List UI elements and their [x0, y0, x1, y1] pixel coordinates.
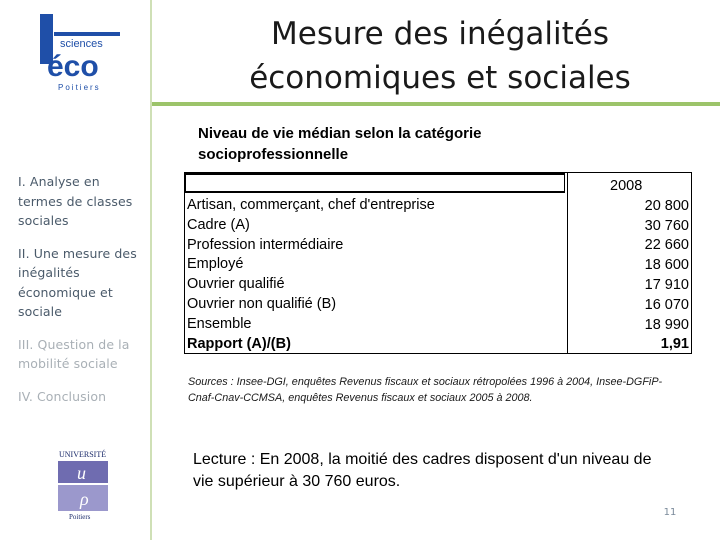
svg-text:ρ: ρ — [80, 489, 89, 509]
outline-nav — [18, 172, 146, 419]
row-value: 22 660 — [644, 237, 689, 254]
reading-note: Lecture : En 2008, la moitié des cadres disposent d'un niveau de vie supérieur à 30 760 euros. — [193, 451, 652, 490]
row-label-ratio: Rapport (A)/(B) — [187, 335, 291, 352]
logo-univ-poitiers-text: Poitiers — [69, 513, 91, 521]
logo-sciences-text: sciences — [60, 38, 103, 50]
table-title — [198, 123, 618, 165]
year-header: 2008 — [610, 178, 643, 194]
row-label: Employé — [187, 256, 244, 273]
empty-header-cell — [185, 173, 565, 193]
row-value: 30 760 — [644, 217, 689, 234]
logo-poitiers-text: Poitiers — [58, 83, 101, 92]
sciences-eco-poitiers-logo — [40, 14, 120, 94]
row-label: Profession intermédiaire — [187, 236, 344, 253]
slide-title-line2: économiques et sociales — [249, 60, 631, 96]
row-label: Ensemble — [187, 315, 252, 332]
row-value-ratio: 1,91 — [660, 336, 689, 353]
row-value: 16 070 — [644, 296, 689, 313]
row-label: Cadre (A) — [187, 216, 250, 233]
value-column — [569, 177, 689, 355]
table-title-line2: socioprofessionnelle — [198, 146, 349, 163]
slide-title — [160, 12, 720, 100]
nav-item-analyse[interactable]: I. Analyse en termes de classes sociales — [18, 174, 133, 228]
label-column — [185, 173, 568, 353]
logo-eco-text: éco — [47, 50, 99, 83]
logo-universite-text: UNIVERSITÉ — [59, 450, 107, 459]
row-value: 18 600 — [644, 257, 689, 274]
universite-poitiers-logo — [50, 440, 116, 526]
row-label: Ouvrier qualifié — [187, 276, 285, 293]
row-value: 17 910 — [644, 276, 689, 293]
row-value: 18 990 — [644, 316, 689, 333]
page-number: 11 — [663, 507, 677, 518]
row-value: 20 800 — [644, 197, 689, 214]
sources-note: Sources : Insee-DGI, enquêtes Revenus fiscaux et sociaux rétropolées 1996 à 2004, Insee-DGFiP-Cnaf-Cnav-CCMSA, enquêtes Revenus fiscaux et sociaux 2005 à 2008. — [188, 376, 663, 404]
table-title-line1: Niveau de vie médian selon la catégorie — [198, 125, 482, 142]
nav-item-mobilite[interactable]: III. Question de la mobilité sociale — [18, 336, 130, 371]
nav-item-conclusion[interactable]: IV. Conclusion — [18, 388, 107, 404]
data-table — [184, 172, 692, 354]
row-label: Ouvrier non qualifié (B) — [187, 295, 337, 312]
row-labels — [187, 196, 563, 354]
title-divider — [152, 102, 720, 106]
slide-title-line1: Mesure des inégalités — [271, 16, 609, 52]
sidebar — [0, 0, 150, 540]
svg-text:u: u — [77, 463, 86, 483]
nav-item-mesure[interactable]: II. Une mesure des inégalités économique et sociale — [18, 245, 137, 319]
row-label: Artisan, commerçant, chef d'entreprise — [187, 197, 435, 213]
